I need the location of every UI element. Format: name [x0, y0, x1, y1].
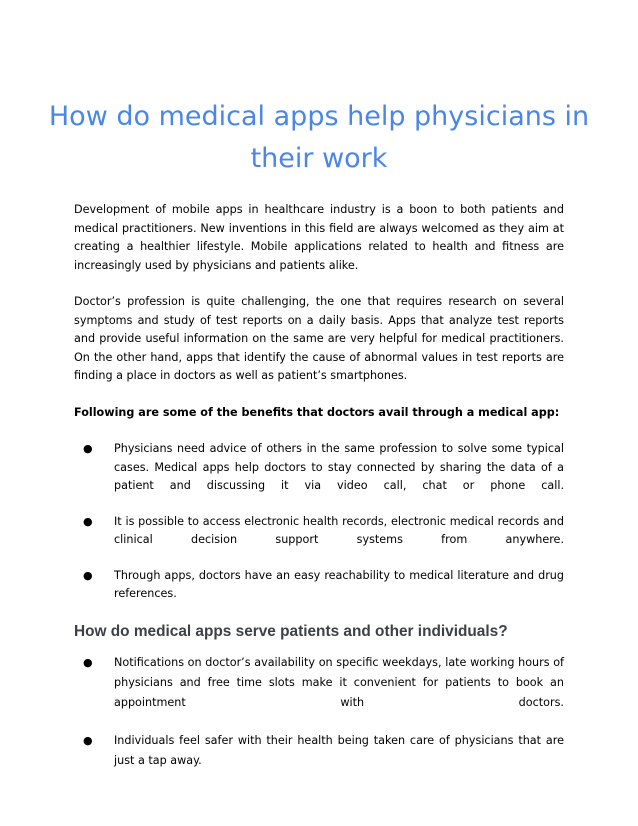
list-item: [74, 653, 564, 713]
document-body: [74, 201, 564, 789]
document-title: How do medical apps help physicians in their work: [48, 101, 590, 174]
list-item: [74, 440, 564, 496]
benefits-list: [74, 440, 564, 604]
section-heading: How do medical apps serve patients and other individuals?: [74, 622, 508, 640]
bullet-icon: ●: [83, 655, 93, 669]
bullet-icon: ●: [83, 733, 93, 747]
list-item: [74, 731, 564, 771]
list-item-text: Individuals feel safer with their health being taken care of physicians that are just a tap away.: [114, 733, 564, 767]
list-item-text: Notifications on doctor’s availability on specific weekdays, late working hours of physicians and free time slots make it convenient for patients to book an appointment with doctors.: [114, 655, 564, 709]
list-item-text: It is possible to access electronic health records, electronic medical records and clinical decision support systems from anywhere.: [114, 514, 564, 546]
bullet-icon: ●: [83, 514, 93, 528]
benefits-lead: Following are some of the benefits that doctors avail through a medical app:: [74, 405, 560, 419]
list-item: [74, 567, 564, 604]
list-item-text: Through apps, doctors have an easy reachability to medical literature and drug references.: [114, 568, 564, 600]
bullet-icon: ●: [83, 568, 93, 582]
bullet-icon: ●: [83, 442, 93, 455]
profession-paragraph: Doctor’s profession is quite challenging, the one that requires research on several symptoms and study of test reports on a daily basis. Apps that analyze test reports and provide useful information on the same are very helpful for medical practitioners. On the other hand, apps that identify the cause of abnormal values in test reports are finding a place in doctors as well as patient’s smartphones.: [74, 295, 564, 382]
patient-benefits-list: [74, 653, 564, 771]
list-item: [74, 513, 564, 550]
intro-paragraph: Development of mobile apps in healthcare industry is a boon to both patients and medical practitioners. New inventions in this field are always welcomed as they aim at creating a healthier lifestyle. Mobile applications related to health and fitness are increasingly used by physicians and patients alike.: [74, 203, 564, 272]
list-item-text: Physicians need advice of others in the same profession to solve some typical cases. Medical apps help doctors to stay connected by sharing the data of a patient and discussing it via video call, chat or phone call.: [114, 442, 564, 492]
